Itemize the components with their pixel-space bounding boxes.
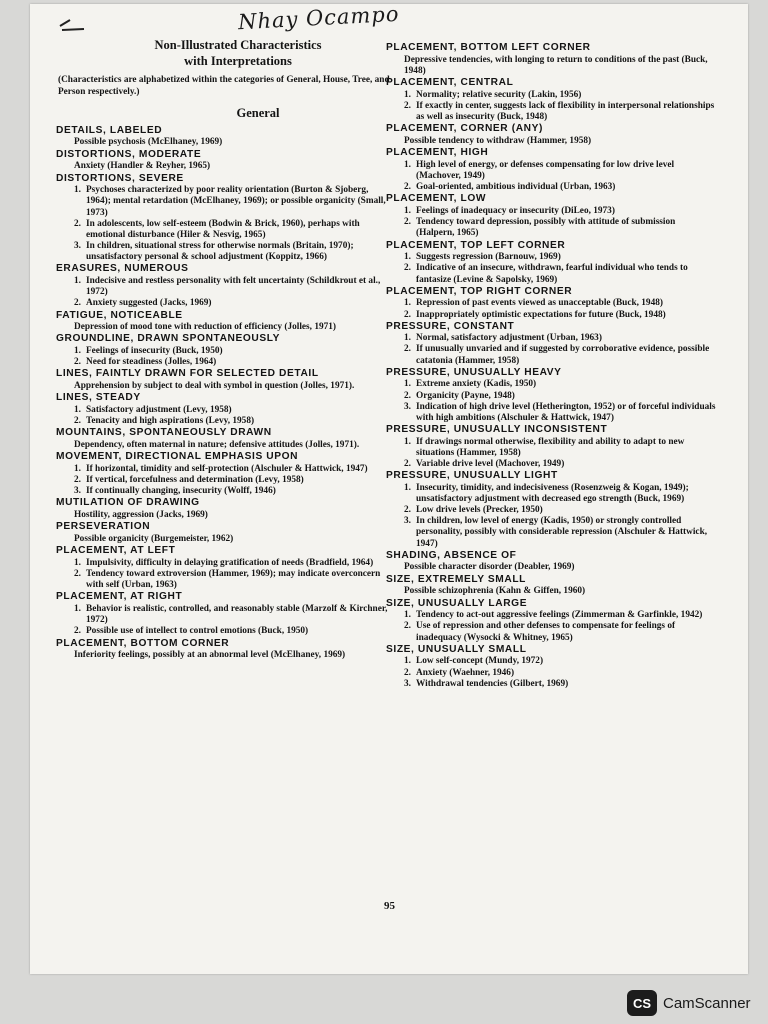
entry-interpretation: Hostility, aggression (Jacks, 1969) — [74, 510, 208, 521]
list-item — [404, 459, 716, 470]
entry — [386, 123, 716, 147]
entry-interpretation: Possible psychosis (McElhaney, 1969) — [74, 137, 223, 148]
list-item — [404, 679, 716, 690]
entry-heading: MOVEMENT, DIRECTIONAL EMPHASIS UPON — [56, 451, 299, 463]
item-number: 3. — [404, 516, 411, 527]
entry-heading: SHADING, ABSENCE OF — [386, 549, 517, 561]
list-item — [404, 656, 716, 667]
entry-heading: DETAILS, LABELED — [56, 124, 163, 136]
item-text: If unusually unvaried and if suggested by corroborative evidence, possible catatonia (Hammer, 1958) — [416, 344, 710, 366]
interpretation-list — [386, 379, 716, 424]
item-text: Tenacity and high aspirations (Levy, 1958) — [86, 416, 255, 427]
entry-heading: PLACEMENT, BOTTOM CORNER — [56, 637, 230, 649]
entry-interpretation: Possible schizophrenia (Kahn & Giffen, 1960) — [404, 586, 586, 597]
item-text: Feelings of inadequacy or insecurity (DiLeo, 1973) — [416, 206, 615, 217]
entry-interpretation: Dependency, often maternal in nature; defensive attitudes (Jolles, 1971). — [74, 439, 360, 450]
list-item — [74, 357, 390, 368]
item-text: If drawings normal otherwise, flexibility and ability to adapt to new situations (Hammer, 1958) — [416, 436, 685, 458]
item-number: 2. — [74, 218, 81, 229]
item-number: 2. — [404, 263, 411, 274]
list-item — [404, 437, 716, 459]
item-number: 2. — [74, 416, 81, 427]
entry-heading: GROUNDLINE, DRAWN SPONTANEOUSLY — [56, 333, 281, 345]
camscanner-watermark — [627, 990, 751, 1016]
item-text: In children, low level of energy (Kadis, 1950) or strongly controlled personality, possibly with considerable repression (Alschuler & Hattwick, 1947) — [416, 516, 708, 549]
entry — [56, 638, 390, 662]
entry-heading: SIZE, EXTREMELY SMALL — [386, 573, 526, 585]
page-number: 95 — [384, 900, 395, 912]
entry — [56, 368, 390, 392]
list-item — [74, 569, 390, 591]
item-number: 1. — [404, 656, 411, 667]
list-item — [404, 263, 716, 285]
list-item — [404, 217, 716, 239]
list-item — [74, 626, 390, 637]
item-number: 2. — [404, 182, 411, 193]
item-number: 1. — [404, 379, 411, 390]
item-text: If exactly in center, suggests lack of flexibility in interpersonal relationships as well as insecurity (Buck, 1948) — [416, 101, 715, 123]
item-text: Anxiety suggested (Jacks, 1969) — [86, 298, 212, 309]
list-item — [74, 298, 390, 309]
item-number: 1. — [404, 160, 411, 171]
right-entry-list — [386, 42, 716, 690]
item-text: Suggests regression (Barnouw, 1969) — [416, 252, 561, 263]
item-text: Repression of past events viewed as unacceptable (Buck, 1948) — [416, 298, 663, 309]
list-item — [404, 516, 716, 549]
item-number: 1. — [404, 436, 411, 447]
entry — [56, 545, 390, 591]
item-number: 2. — [404, 217, 411, 228]
item-text: Organicity (Payne, 1948) — [416, 390, 515, 401]
item-text: Low drive levels (Precker, 1950) — [416, 505, 543, 516]
entry-heading: ERASURES, NUMEROUS — [56, 263, 189, 275]
item-number: 1. — [404, 610, 411, 621]
entry — [386, 42, 716, 77]
item-text: Indicative of an insecure, withdrawn, fearful individual who tends to fantasize (Levine & Sapolsky, 1969) — [416, 263, 688, 285]
list-item — [404, 483, 716, 505]
interpretation-list — [56, 276, 390, 309]
list-item — [404, 206, 716, 217]
interpretation-list — [386, 437, 716, 470]
list-item — [74, 185, 390, 218]
entry — [386, 286, 716, 321]
pen-mark-icon — [58, 12, 86, 32]
camscanner-label: CamScanner — [663, 994, 751, 1012]
item-number: 2. — [404, 344, 411, 355]
right-column — [386, 42, 716, 690]
scanned-page — [30, 1, 748, 974]
item-number: 3. — [404, 678, 411, 689]
entry-heading: PLACEMENT, BOTTOM LEFT CORNER — [386, 42, 591, 53]
entry-heading: FATIGUE, NOTICEABLE — [56, 309, 183, 321]
item-number: 1. — [74, 276, 81, 287]
entry-interpretation: Possible organicity (Burgemeister, 1962) — [74, 534, 234, 545]
item-text: Variable drive level (Machover, 1949) — [416, 458, 565, 469]
item-number: 1. — [404, 252, 411, 263]
list-item — [404, 333, 716, 344]
item-text: Feelings of insecurity (Buck, 1950) — [86, 346, 223, 357]
list-item — [404, 668, 716, 679]
entry — [386, 574, 716, 598]
entry — [56, 521, 390, 545]
item-text: Anxiety (Waehner, 1946) — [416, 667, 515, 678]
interpretation-list — [56, 346, 390, 368]
entry — [56, 497, 390, 521]
list-item — [404, 344, 716, 366]
entry-heading: DISTORTIONS, MODERATE — [56, 148, 202, 160]
entry-heading: PLACEMENT, CENTRAL — [386, 77, 514, 89]
entry — [56, 125, 390, 149]
item-text: In children, situational stress for otherwise normals (Britain, 1970); unsatisfactory personal & school adjustment (Koppitz, 1966) — [86, 241, 354, 263]
entry — [386, 598, 716, 644]
item-text: Use of repression and other defenses to compensate for feelings of inadequacy (Wysocki & Whitney, 1965) — [416, 621, 676, 643]
list-item — [74, 276, 390, 298]
list-item — [404, 621, 716, 643]
interpretation-list — [386, 483, 716, 550]
item-number: 1. — [74, 346, 81, 357]
entry — [56, 263, 390, 309]
entry — [56, 149, 390, 173]
entry-heading: SIZE, UNUSUALLY SMALL — [386, 643, 527, 655]
entry — [56, 427, 390, 451]
item-text: If vertical, forcefulness and determination (Levy, 1958) — [86, 475, 304, 486]
item-text: Psychoses characterized by poor reality orientation (Burton & Sjoberg, 1964); mental retardation (McElhaney, 1969); or possible organicity (Small, 1973) — [86, 185, 386, 218]
entry-heading: SIZE, UNUSUALLY LARGE — [386, 597, 528, 609]
list-item — [404, 101, 716, 123]
item-text: Normal, satisfactory adjustment (Urban, 1963) — [416, 333, 602, 344]
item-text: Low self-concept (Mundy, 1972) — [416, 656, 544, 667]
item-number: 1. — [74, 463, 81, 474]
interpretation-list — [56, 405, 390, 427]
item-number: 1. — [74, 405, 81, 416]
list-item — [404, 90, 716, 101]
entry-heading: MUTILATION OF DRAWING — [56, 497, 200, 509]
handwritten-signature: Nhay Ocampo — [237, 1, 400, 35]
item-text: Tendency toward extroversion (Hammer, 1969); may indicate overconcern with self (Urban, 1963) — [86, 569, 381, 591]
entry — [56, 173, 390, 264]
item-text: High level of energy, or defenses compensating for low drive level (Machover, 1949) — [416, 160, 675, 182]
entry-heading: PERSEVERATION — [56, 521, 151, 533]
list-item — [404, 252, 716, 263]
entry — [56, 310, 390, 334]
item-number: 1. — [74, 185, 81, 196]
entry — [386, 424, 716, 470]
interpretation-list — [386, 656, 716, 689]
item-number: 3. — [74, 486, 81, 497]
entry-heading: PRESSURE, UNUSUALLY LIGHT — [386, 470, 558, 482]
list-item — [404, 402, 716, 424]
entry — [386, 367, 716, 424]
item-text: Insecurity, timidity, and indecisiveness (Rosenzweig & Kogan, 1949); unsatisfactory adjustment with decreased ego strength (Buck, 1969) — [416, 482, 689, 504]
entry-interpretation: Possible tendency to withdraw (Hammer, 1958) — [404, 136, 592, 147]
item-number: 2. — [74, 475, 81, 486]
item-text: Goal-oriented, ambitious individual (Urban, 1963) — [416, 182, 616, 193]
entry-heading: LINES, STEADY — [56, 392, 141, 404]
list-item — [404, 505, 716, 516]
list-item — [404, 160, 716, 182]
interpretation-list — [386, 90, 716, 123]
item-text: If continually changing, insecurity (Wolff, 1946) — [86, 486, 276, 497]
entry-interpretation: Inferiority feelings, possibly at an abnormal level (McElhaney, 1969) — [74, 650, 346, 661]
entry — [56, 451, 390, 497]
item-number: 2. — [404, 505, 411, 516]
list-item — [74, 405, 390, 416]
entry — [386, 321, 716, 367]
item-text: If horizontal, timidity and self-protection (Alschuler & Hattwick, 1947) — [86, 463, 368, 474]
interpretation-list — [56, 185, 390, 263]
entry-heading: LINES, FAINTLY DRAWN FOR SELECTED DETAIL — [56, 368, 319, 380]
item-number: 1. — [404, 206, 411, 217]
entry-interpretation: Apprehension by subject to deal with symbol in question (Jolles, 1971). — [74, 381, 355, 392]
item-text: Impulsivity, difficulty in delaying gratification of needs (Bradfield, 1964) — [86, 558, 374, 568]
item-text: Possible use of intellect to control emotions (Buck, 1950) — [86, 626, 309, 637]
item-text: Indication of high drive level (Hetherington, 1952) or of forceful individuals with high ambitions (Alschuler & Hattwick, 1947) — [416, 401, 716, 423]
entry — [386, 550, 716, 574]
list-item — [74, 475, 390, 486]
interpretation-list — [56, 558, 390, 591]
left-entry-list — [56, 125, 390, 662]
entry-heading: PLACEMENT, HIGH — [386, 147, 489, 159]
list-item — [74, 604, 390, 626]
entry-heading: PLACEMENT, CORNER (ANY) — [386, 123, 543, 135]
item-number: 2. — [74, 357, 81, 368]
item-text: Indecisive and restless personality with felt uncertainty (Schildkrout et al., 1972) — [86, 276, 381, 298]
entry — [386, 644, 716, 690]
entry — [386, 193, 716, 239]
interpretation-list — [56, 464, 390, 497]
entry-heading: PLACEMENT, LOW — [386, 193, 487, 205]
entry — [386, 240, 716, 286]
list-item — [74, 464, 390, 475]
page-title: Non-Illustrated Characteristics with Interpretations — [154, 38, 322, 68]
entry — [386, 147, 716, 193]
entry — [386, 77, 716, 123]
interpretation-list — [386, 252, 716, 285]
entry-heading: PRESSURE, UNUSUALLY INCONSISTENT — [386, 424, 608, 436]
entry-heading: PRESSURE, UNUSUALLY HEAVY — [386, 366, 562, 378]
item-text: Satisfactory adjustment (Levy, 1958) — [86, 405, 232, 416]
list-item — [404, 379, 716, 390]
item-text: Inappropriately optimistic expectations for future (Buck, 1948) — [416, 309, 666, 320]
item-text: Extreme anxiety (Kadis, 1950) — [416, 379, 537, 390]
entry — [386, 470, 716, 550]
list-item — [404, 298, 716, 309]
entry-heading: MOUNTAINS, SPONTANEOUSLY DRAWN — [56, 427, 272, 439]
item-number: 3. — [74, 241, 81, 252]
item-text: In adolescents, low self-esteem (Bodwin & Brick, 1960), perhaps with emotional disturbance (Hiler & Nesvig, 1965) — [86, 218, 360, 240]
intro-note: (Characteristics are alphabetized within the categories of General, House, Tree, and Person respectively.) — [58, 75, 390, 97]
interpretation-list — [386, 333, 716, 366]
list-item — [74, 486, 390, 497]
entry — [56, 591, 390, 637]
item-number: 1. — [404, 298, 411, 309]
item-number: 2. — [74, 626, 81, 637]
item-text: Behavior is realistic, controlled, and reasonably stable (Marzolf & Kirchner, 1972) — [86, 604, 388, 626]
item-number: 1. — [404, 89, 411, 100]
interpretation-list — [386, 610, 716, 643]
list-item — [404, 182, 716, 193]
entry — [56, 333, 390, 368]
camscanner-logo-icon: CS — [627, 990, 657, 1016]
entry-interpretation: Possible character disorder (Deabler, 1969) — [404, 562, 575, 573]
item-number: 1. — [404, 482, 411, 493]
item-text: Normality; relative security (Lakin, 1956) — [416, 89, 582, 100]
item-number: 2. — [404, 621, 411, 632]
entry-heading: PLACEMENT, AT LEFT — [56, 545, 176, 557]
item-number: 2. — [404, 458, 411, 469]
item-text: Tendency toward depression, possibly with attitude of submission (Halpern, 1965) — [416, 217, 676, 239]
item-number: 1. — [74, 558, 81, 568]
entry-heading: PLACEMENT, TOP LEFT CORNER — [386, 239, 566, 251]
item-number: 1. — [404, 333, 411, 344]
list-item — [74, 346, 390, 357]
list-item — [404, 310, 716, 321]
list-item — [74, 416, 390, 427]
interpretation-list — [386, 206, 716, 239]
entry-heading: PLACEMENT, TOP RIGHT CORNER — [386, 285, 573, 297]
entry-interpretation: Depressive tendencies, with longing to return to conditions of the past (Buck, 1948) — [404, 54, 708, 76]
item-number: 2. — [404, 390, 411, 401]
interpretation-list — [386, 160, 716, 193]
entry-interpretation: Depression of mood tone with reduction of efficiency (Jolles, 1971) — [74, 322, 337, 333]
entry-heading: PRESSURE, CONSTANT — [386, 320, 515, 332]
left-column — [56, 34, 390, 662]
item-number: 1. — [74, 604, 81, 615]
entry — [56, 392, 390, 427]
item-number: 2. — [404, 309, 411, 320]
entry-heading: PLACEMENT, AT RIGHT — [56, 591, 183, 603]
entry-interpretation: Anxiety (Handler & Reyher, 1965) — [74, 161, 211, 172]
entry-heading: DISTORTIONS, SEVERE — [56, 172, 184, 184]
list-item — [74, 219, 390, 241]
item-number: 2. — [74, 298, 81, 309]
list-item — [74, 558, 390, 569]
item-text: Tendency to act-out aggressive feelings (Zimmerman & Garfinkle, 1942) — [416, 610, 703, 621]
list-item — [404, 391, 716, 402]
list-item — [404, 610, 716, 621]
interpretation-list — [386, 298, 716, 320]
item-number: 3. — [404, 401, 411, 412]
item-number: 2. — [404, 667, 411, 678]
list-item — [74, 241, 390, 263]
interpretation-list — [56, 604, 390, 637]
item-text: Need for steadiness (Jolles, 1964) — [86, 357, 217, 368]
section-heading: General — [236, 106, 280, 121]
item-number: 2. — [74, 569, 81, 580]
item-text: Withdrawal tendencies (Gilbert, 1969) — [416, 678, 569, 689]
item-number: 2. — [404, 101, 411, 112]
